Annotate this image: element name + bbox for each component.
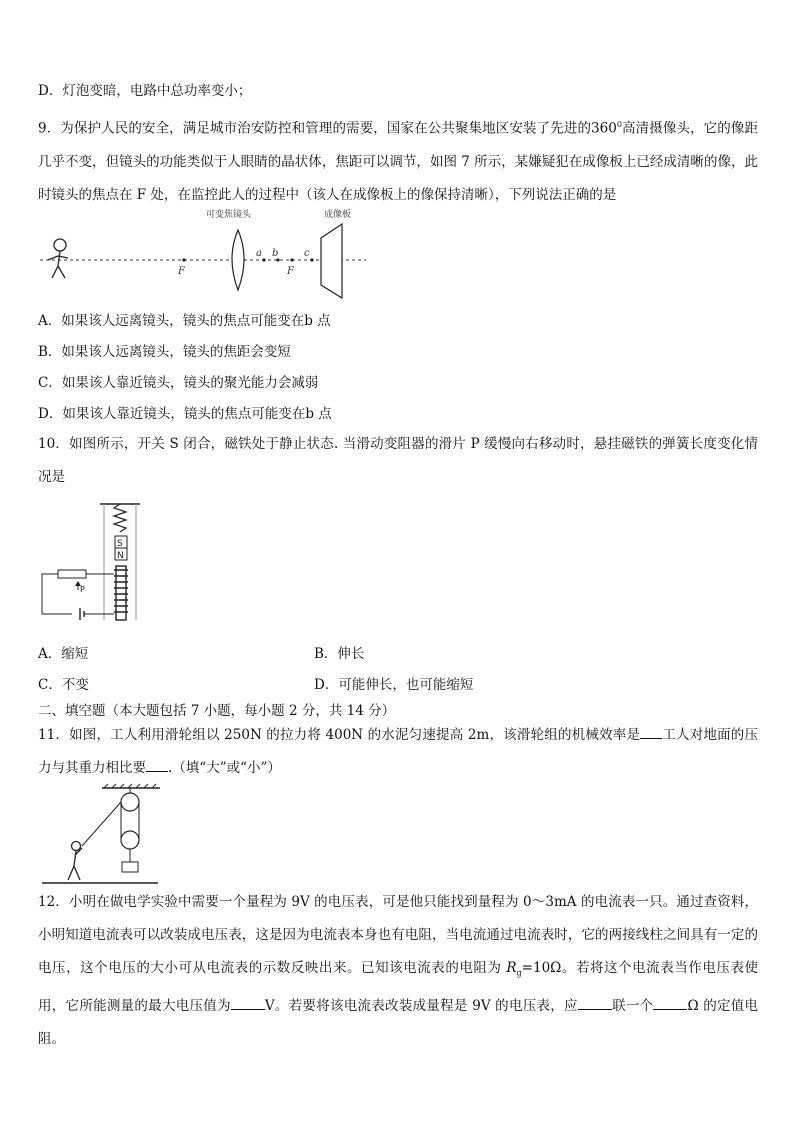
label-f-left: F (178, 266, 185, 277)
variable-focus-lens (232, 230, 244, 290)
q9-lens-figure (38, 208, 368, 303)
q9-stem: 9．为保护人民的安全，满足城市治安防控和管理的需要，国家在公共聚集地区安装了先进的$360^0$高清摄像头，它的像距几乎不变，但镜头的功能类似于人眼睛的晶状体，焦距可以调节，如图 7 所示，某嫌疑犯在成像板上已经成清晰的像，此时镜头的焦点在 F 处，在监控此人的过程中（该人在成像板上的像保持清晰），下列说法正确的是 (38, 120, 759, 203)
spring (114, 504, 126, 532)
q11-pulley-figure (38, 780, 163, 888)
q8-option-d: D．灯泡变暗，电路中总功率变小； (38, 83, 252, 99)
movable-pulley (121, 831, 139, 849)
solenoid-coil (114, 566, 128, 620)
cement-load (122, 862, 138, 872)
rheostat (58, 570, 86, 578)
point-c (310, 258, 313, 261)
q10-stem: 10．如图所示，开关 S 闭合，磁铁处于静止状态. 当滑动变阻器的滑片 P 缓慢向右移动时，悬挂磁铁的弹簧长度变化情况是 (38, 436, 758, 485)
q10-option-c: C．不变 (38, 677, 89, 693)
point-f-left (182, 258, 185, 261)
magnet-s-label: S (117, 539, 123, 549)
q9-option-c: C．如果该人靠近镜头，镜头的聚光能力会减弱 (38, 375, 319, 391)
label-c: c (304, 248, 310, 259)
q10-option-a: A．缩短 (38, 646, 89, 662)
person-figure (48, 239, 68, 278)
label-b: b (272, 248, 279, 259)
rope (82, 802, 121, 846)
screen-label: 成像板 (324, 210, 352, 220)
worker-figure (68, 842, 82, 881)
magnet-n-label: N (117, 551, 124, 561)
lens-label: 可变焦镜头 (206, 210, 252, 220)
point-f-right (290, 258, 293, 261)
slider-p-label: P (80, 585, 85, 594)
label-f-right: F (287, 266, 294, 277)
label-a: a (256, 248, 262, 259)
section-heading: 二、填空题（本大题包括 7 小题，每小题 2 分，共 14 分） (38, 703, 396, 719)
battery (80, 608, 84, 620)
q9-option-d: D．如果该人靠近镜头，镜头的焦点可能变在b 点 (38, 406, 332, 422)
fixed-pulley (121, 793, 139, 811)
q12-stem: 12．小明在做电学实验中需要一个量程为 9V 的电压表，可是他只能找到量程为 0～3mA 的电流表一只。通过查资料，小明知道电流表可以改装成电压表，这是因为电流表本身也有电阻，当电流通过电流表时，它的两接线柱之间具有一定的电压，这个电压的大小可从电流表的示数反映出来。已知该电流表的电阻为 $R_g=10\Omega$。若将这个电流表当作电压表使用，它所能测量的最大电压值为 V。若要将该电流表改装成量程是 9V 的电压表，应 联一个 Ω 的定值电阻。 (38, 894, 759, 1047)
q11-stem: 11．如图，工人利用滑轮组以 250N 的拉力将 400N 的水泥匀速提高 2m，该滑轮组的机械效率是 工人对地面的压力与其重力相比要 .（填“大”或“小”） (38, 727, 758, 776)
q9-option-a: A．如果该人远离镜头，镜头的焦点可能变在b 点 (38, 313, 331, 329)
imaging-screen (321, 224, 342, 298)
q10-circuit-figure (38, 500, 148, 628)
point-a (262, 258, 265, 261)
q9-option-b: B．如果该人远离镜头，镜头的焦距会变短 (38, 344, 291, 360)
q10-option-d: D．可能伸长，也可能缩短 (314, 677, 474, 693)
q10-option-b: B．伸长 (314, 646, 365, 662)
